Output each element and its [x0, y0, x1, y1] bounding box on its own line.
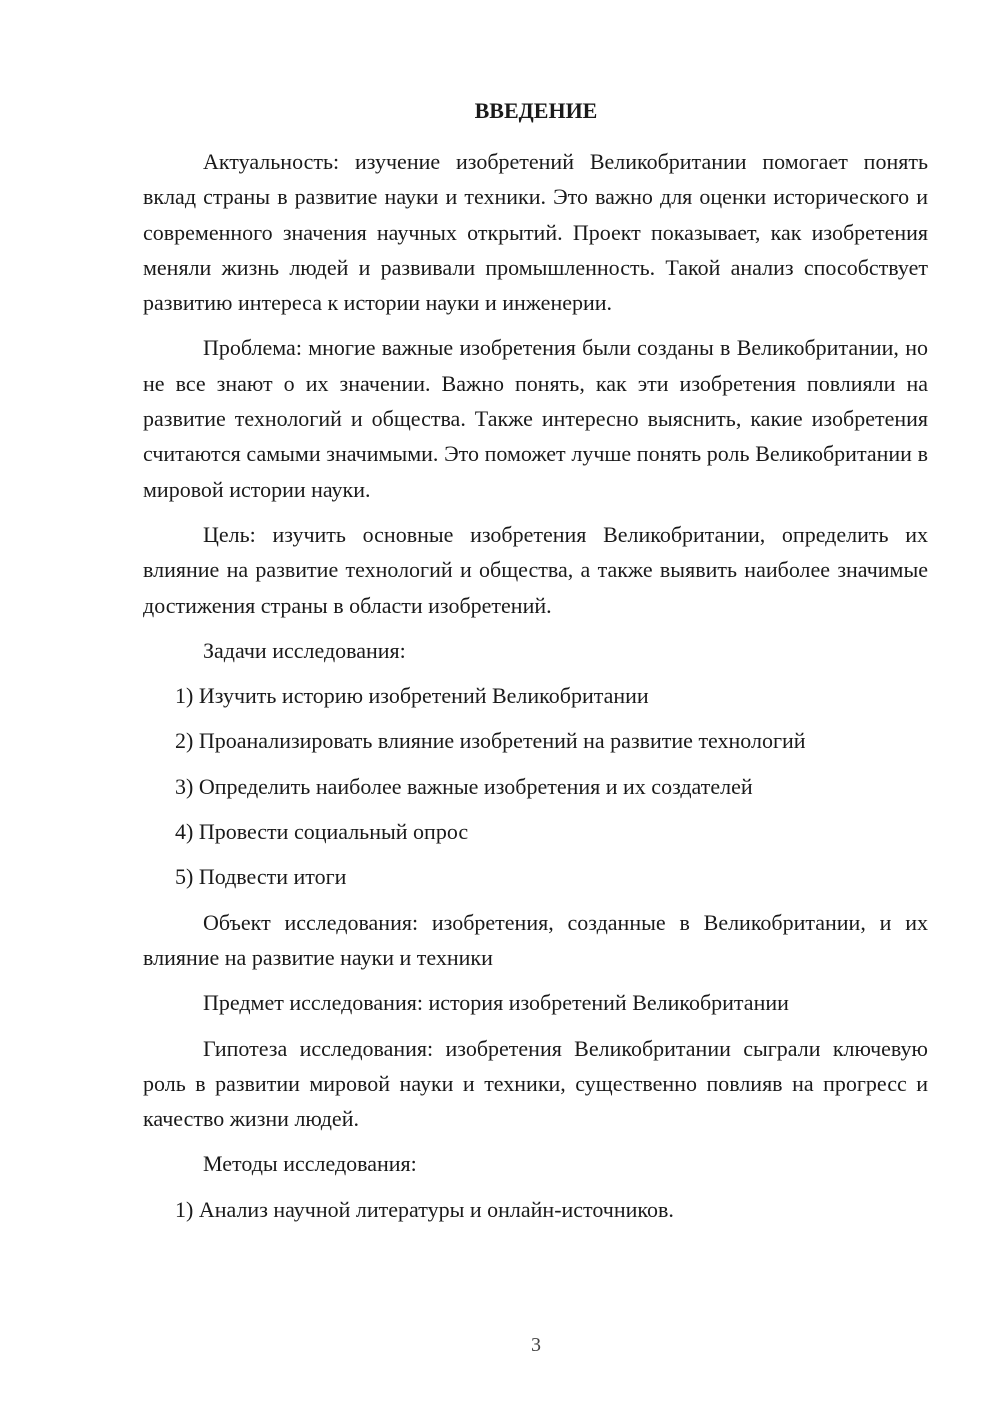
subject-paragraph: Предмет исследования: история изобретений Великобритании — [203, 990, 789, 1016]
relevance-paragraph: Актуальность: изучение изобретений Великобритании помогает понять вклад страны в развитие науки и техники. Это важно для оценки исторического и современного значения научных открытий. Проект показывает, как изобретения меняли жизнь людей и развивали промышленность. Такой анализ способствует развитию интереса к истории науки и инженерии. — [143, 149, 928, 316]
list-item: 4) Провести социальный опрос — [175, 819, 469, 845]
list-item: 1) Анализ научной литературы и онлайн-источников. — [175, 1196, 674, 1222]
object-paragraph: Объект исследования: изобретения, созданные в Великобритании, и их влияние на развитие науки и техники — [143, 909, 928, 970]
tasks-heading: Задачи исследования: — [203, 637, 406, 663]
problem-paragraph: Проблема: многие важные изобретения были созданы в Великобритании, но не все знают о их значении. Важно понять, как эти изобретения повлияли на развитие технологий и общества. Также интересно выяснить, какие изобретения считаются самыми значимыми. Это поможет лучше понять роль Великобритании в мировой истории науки. — [143, 335, 928, 502]
tasks-list — [143, 678, 928, 894]
methods-heading: Методы исследования: — [203, 1151, 417, 1177]
hypothesis-paragraph: Гипотеза исследования: изобретения Великобритании сыграли ключевую роль в развитии мировой науки и техники, существенно повлияв на прогресс и качество жизни людей. — [143, 1035, 928, 1132]
list-item: 5) Подвести итоги — [175, 864, 347, 890]
page-title: ВВЕДЕНИЕ — [474, 98, 598, 123]
document-body — [143, 144, 928, 1237]
page-number: 3 — [531, 1334, 541, 1356]
goal-paragraph: Цель: изучить основные изобретения Великобритании, определить их влияние на развитие технологий и общества, а также выявить наиболее значимые достижения страны в области изобретений. — [143, 521, 928, 618]
list-item: 2) Проанализировать влияние изобретений на развитие технологий — [175, 728, 806, 754]
methods-list — [143, 1192, 928, 1227]
list-item: 3) Определить наиболее важные изобретения и их создателей — [175, 773, 753, 799]
list-item: 1) Изучить историю изобретений Великобритании — [175, 683, 649, 709]
